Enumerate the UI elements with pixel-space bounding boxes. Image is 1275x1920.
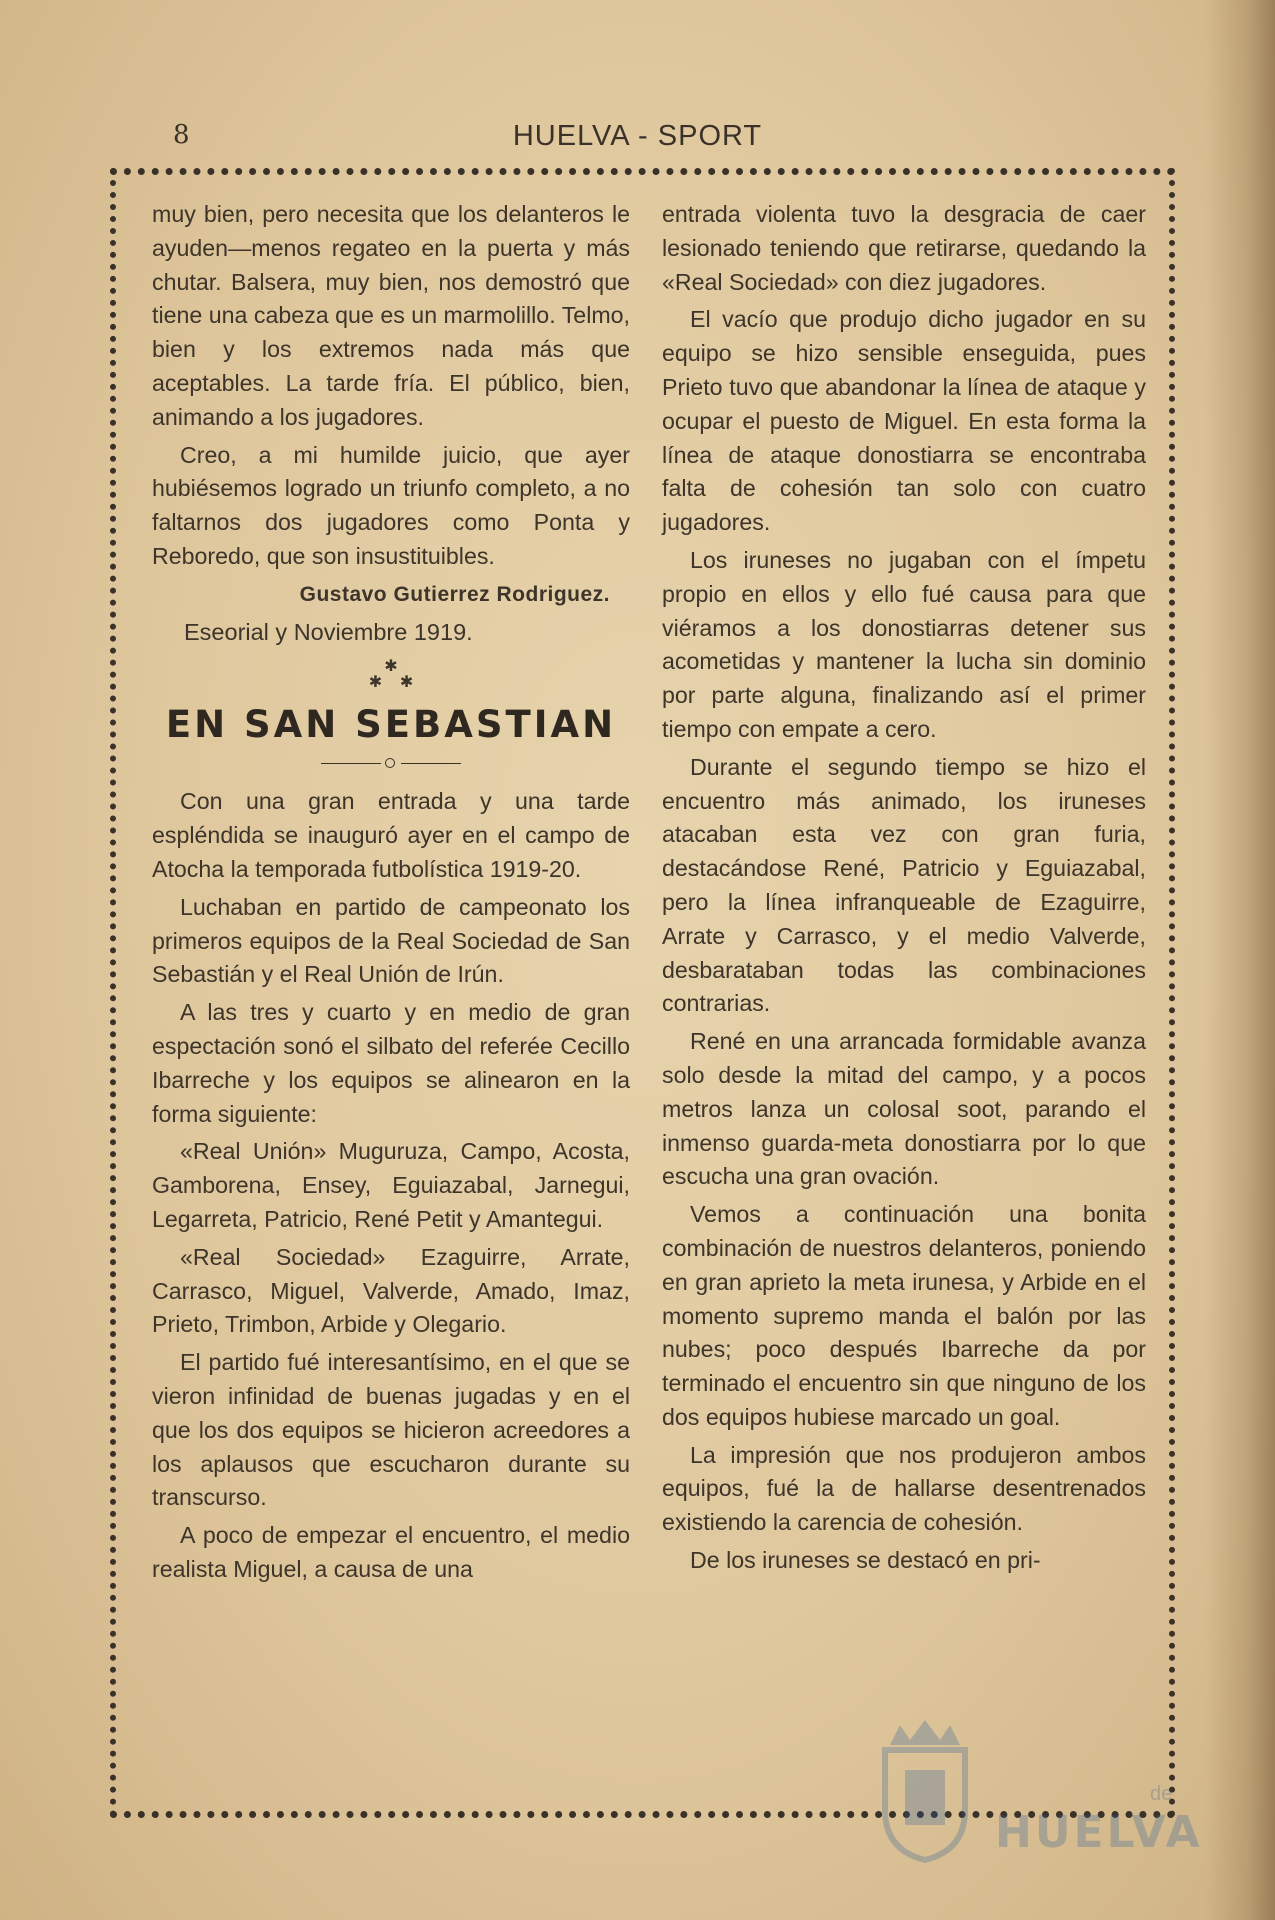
paragraph: A las tres y cuarto y en medio de gran espectación sonó el silbato del referée Cecillo Ibarreche y los equipos se alinearon en la forma siguiente: bbox=[152, 999, 630, 1127]
archive-watermark bbox=[870, 1715, 1203, 1905]
paragraph: El vacío que produjo dicho jugador en su equipo se hizo sensible enseguida, pues Prieto tuvo que abandonar la línea de ataque y ocupar el puesto de Miguel. En esta forma la línea de ataque donostiarra se encontraba falta de cohesión tan solo con cuatro jugadores. bbox=[662, 306, 1146, 536]
ornament-line bbox=[321, 763, 381, 764]
place-date: Eseorial y Noviembre 1919. bbox=[184, 618, 473, 645]
paragraph: «Real Unión» Muguruza, Campo, Acosta, Gamborena, Ensey, Eguiazabal, Jarnegui, Legarreta, Patricio, René Petit y Amantegui. bbox=[152, 1138, 630, 1232]
paragraph: El partido fué interesantísimo, en el que se vieron infinidad de buenas jugadas y en el que los dos equipos se hicieron acreedores a los aplausos que escucharon durante su transcurso. bbox=[152, 1349, 630, 1511]
asterism-star-icon: ✱ bbox=[384, 658, 398, 676]
paragraph: Con una gran entrada y una tarde espléndida se inauguró ayer en el campo de Atocha la temporada futbolística 1919-20. bbox=[152, 788, 630, 882]
binding-shadow bbox=[1205, 0, 1275, 1920]
right-column bbox=[662, 198, 1146, 1582]
paragraph: René en una arrancada formidable avanza solo desde la mitad del campo, y a pocos metros lanza un colosal soot, parando el inmenso guarda-meta donostiarra por lo que escucha una gran ovación. bbox=[662, 1028, 1146, 1190]
ornament-line bbox=[401, 763, 461, 764]
title-ornament bbox=[321, 753, 461, 773]
paragraph: A poco de empezar el encuentro, el medio realista Miguel, a causa de una bbox=[152, 1522, 630, 1582]
paragraph: Los iruneses no jugaban con el ímpetu propio en ellos y ello fué causa para que viéramos a los donostiarras detener sus acometidas y mantener la lucha sin dominio por parte alguna, finalizando así el primer tiempo con empate a cero. bbox=[662, 546, 1146, 742]
page-header bbox=[0, 118, 1275, 158]
paragraph: entrada violenta tuvo la desgracia de caer lesionado teniendo que retirarse, quedando la «Real Sociedad» con diez jugadores. bbox=[662, 201, 1146, 295]
paragraph: Vemos a continuación una bonita combinación de nuestros delanteros, poniendo en gran aprieto la meta irunesa, y Arbide en el momento supremo manda el balón por las nubes; poco después Ibarreche da por terminado el encuentro sin que ninguno de los dos equipos hubiese marcado un goal. bbox=[662, 1201, 1146, 1430]
left-column bbox=[152, 198, 630, 1591]
page-number: 8 bbox=[173, 120, 190, 150]
paragraph: «Real Sociedad» Ezaguirre, Arrate, Carrasco, Miguel, Valverde, Amado, Imaz, Prieto, Trimbon, Arbide y Olegario. bbox=[152, 1243, 630, 1338]
paragraph: Luchaban en partido de campeonato los primeros equipos de la Real Sociedad de San Sebastián y el Real Unión de Irún. bbox=[152, 893, 630, 988]
paragraph: La impresión que nos produjeron ambos equipos, fué la de hallarse desentrenados existiendo la carencia de cohesión. bbox=[662, 1441, 1146, 1536]
asterism-divider bbox=[152, 659, 630, 691]
publication-title: HUELVA - SPORT bbox=[512, 120, 763, 152]
section-title: EN SAN SEBASTIAN bbox=[165, 703, 617, 747]
paragraph: Creo, a mi humilde juicio, que ayer hubiésemos logrado un triunfo completo, a no faltarnos dos jugadores como Ponta y Reboredo, que son insustituibles. bbox=[152, 441, 630, 569]
watermark-text: HUELVA bbox=[995, 1807, 1203, 1858]
paragraph: Durante el segundo tiempo se hizo el encuentro más animado, los iruneses atacaban esta vez con gran furia, destacándose René, Patricio y Eguiazabal, pero la línea infranqueable de Ezaguirre, Arrate y Carrasco, y el medio Valverde, desbarataban todas las combinaciones contrarias. bbox=[662, 753, 1146, 1017]
paragraph: muy bien, pero necesita que los delanteros le ayuden—menos regateo en la puerta y más chutar. Balsera, muy bien, nos demostró que tiene una cabeza que es un marmolillo. Telmo, bien y los extremos nada más que aceptables. La tarde fría. El público, bien, animando a los jugadores. bbox=[152, 201, 630, 430]
asterism-star-icon: ✱ ✱ bbox=[368, 674, 414, 692]
watermark-small-text: de bbox=[1150, 1783, 1173, 1805]
crest-icon bbox=[870, 1715, 980, 1865]
paragraph: De los iruneses se destacó en pri- bbox=[690, 1547, 1041, 1574]
ornament-circle-icon bbox=[385, 758, 395, 768]
author-signature: Gustavo Gutierrez Rodriguez. bbox=[299, 582, 610, 606]
